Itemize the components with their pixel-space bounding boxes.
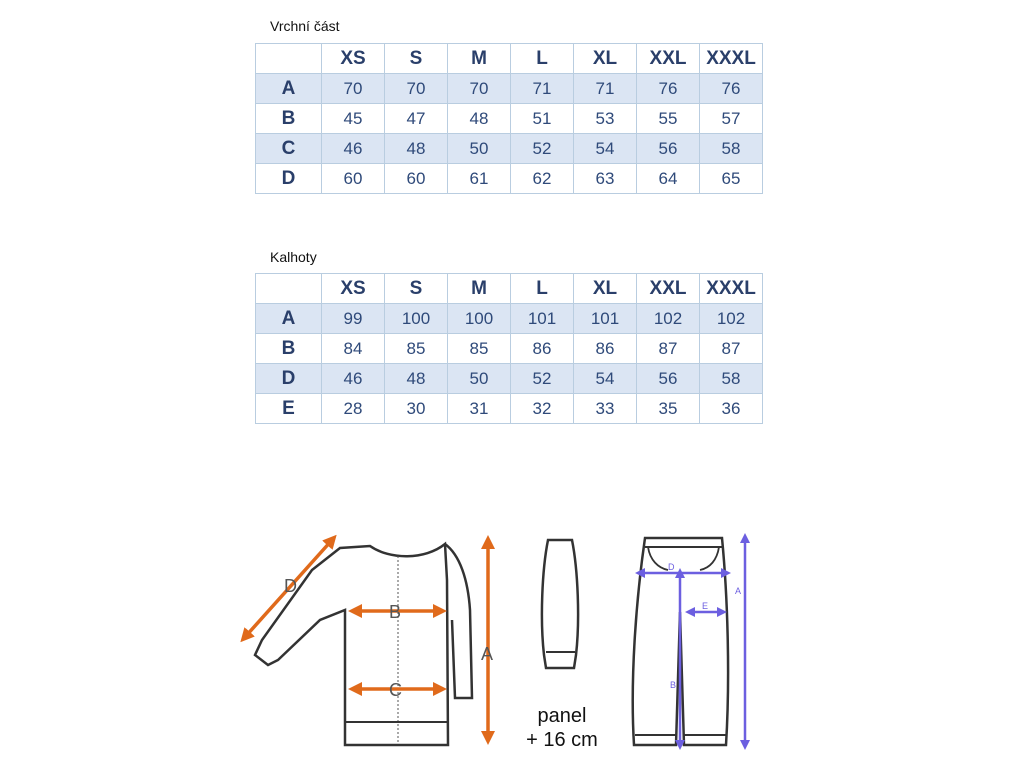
size-header: S [385,44,448,74]
cell: 65 [700,164,763,194]
size-header: XXXL [700,274,763,304]
row-label: A [256,74,322,104]
pants-pocket-right [700,547,719,570]
panel-outline [542,540,578,668]
cell: 86 [574,334,637,364]
table-row [256,394,763,424]
cell: 102 [637,304,700,334]
table-row [256,304,763,334]
row-label: D [256,364,322,394]
label-c: C [389,680,402,700]
cell: 71 [574,74,637,104]
table-row [256,334,763,364]
size-header: XXL [637,274,700,304]
cell: 31 [448,394,511,424]
table-row [256,364,763,394]
size-header: XXXL [700,44,763,74]
cell: 50 [448,134,511,164]
tops-size-table [255,43,763,194]
size-header: M [448,44,511,74]
cell: 53 [574,104,637,134]
cell: 48 [385,364,448,394]
label-b: B [389,602,402,622]
cell: 101 [511,304,574,334]
top-sleeve-right [445,544,472,698]
cell: 102 [700,304,763,334]
cell: 70 [385,74,448,104]
size-header: L [511,44,574,74]
cell: 54 [574,134,637,164]
table-row [256,74,763,104]
cell: 58 [700,364,763,394]
table-row [256,134,763,164]
panel-note [512,704,612,752]
label-a: A [481,644,494,664]
row-label: C [256,134,322,164]
pants-label-d: D [668,562,675,572]
pants-label-a: A [735,586,742,596]
cell: 84 [322,334,385,364]
cell: 33 [574,394,637,424]
cell: 52 [511,134,574,164]
corner-cell [256,44,322,74]
cell: 48 [448,104,511,134]
size-header: L [511,274,574,304]
cell: 30 [385,394,448,424]
cell: 46 [322,134,385,164]
cell: 56 [637,364,700,394]
label-d: D [284,576,297,596]
pants-label-b: B [670,680,677,690]
cell: 28 [322,394,385,424]
cell: 62 [511,164,574,194]
cell: 87 [637,334,700,364]
row-label: B [256,334,322,364]
cell: 57 [700,104,763,134]
size-header: XS [322,274,385,304]
cell: 99 [322,304,385,334]
table-row [256,164,763,194]
cell: 55 [637,104,700,134]
size-header: XS [322,44,385,74]
cell: 101 [574,304,637,334]
cell: 61 [448,164,511,194]
cell: 85 [385,334,448,364]
cell: 71 [511,74,574,104]
cell: 47 [385,104,448,134]
row-label: E [256,394,322,424]
cell: 50 [448,364,511,394]
cell: 51 [511,104,574,134]
cell: 63 [574,164,637,194]
corner-cell [256,274,322,304]
pants-header-row [256,274,763,304]
cell: 35 [637,394,700,424]
table-row [256,104,763,134]
row-label: B [256,104,322,134]
top-garment-outline [255,544,448,745]
cell: 100 [385,304,448,334]
pants-size-table [255,273,763,424]
row-label: D [256,164,322,194]
cell: 45 [322,104,385,134]
pants-label-e: E [702,601,709,611]
cell: 86 [511,334,574,364]
size-header: XL [574,274,637,304]
cell: 36 [700,394,763,424]
cell: 52 [511,364,574,394]
size-header: S [385,274,448,304]
tops-header-row [256,44,763,74]
cell: 76 [700,74,763,104]
panel-note-line2: + 16 cm [526,729,598,751]
cell: 64 [637,164,700,194]
cell: 56 [637,134,700,164]
cell: 70 [448,74,511,104]
cell: 70 [322,74,385,104]
cell: 48 [385,134,448,164]
size-header: XXL [637,44,700,74]
cell: 60 [322,164,385,194]
cell: 54 [574,364,637,394]
pants-pocket-left [648,547,668,570]
cell: 76 [637,74,700,104]
panel-note-line1: panel [537,705,587,727]
pants-table-title: Kalhoty [270,249,317,265]
row-label: A [256,304,322,334]
cell: 85 [448,334,511,364]
size-header: XL [574,44,637,74]
tops-table-title: Vrchní část [270,18,340,34]
cell: 60 [385,164,448,194]
cell: 58 [700,134,763,164]
size-header: M [448,274,511,304]
cell: 46 [322,364,385,394]
cell: 32 [511,394,574,424]
cell: 100 [448,304,511,334]
cell: 87 [700,334,763,364]
